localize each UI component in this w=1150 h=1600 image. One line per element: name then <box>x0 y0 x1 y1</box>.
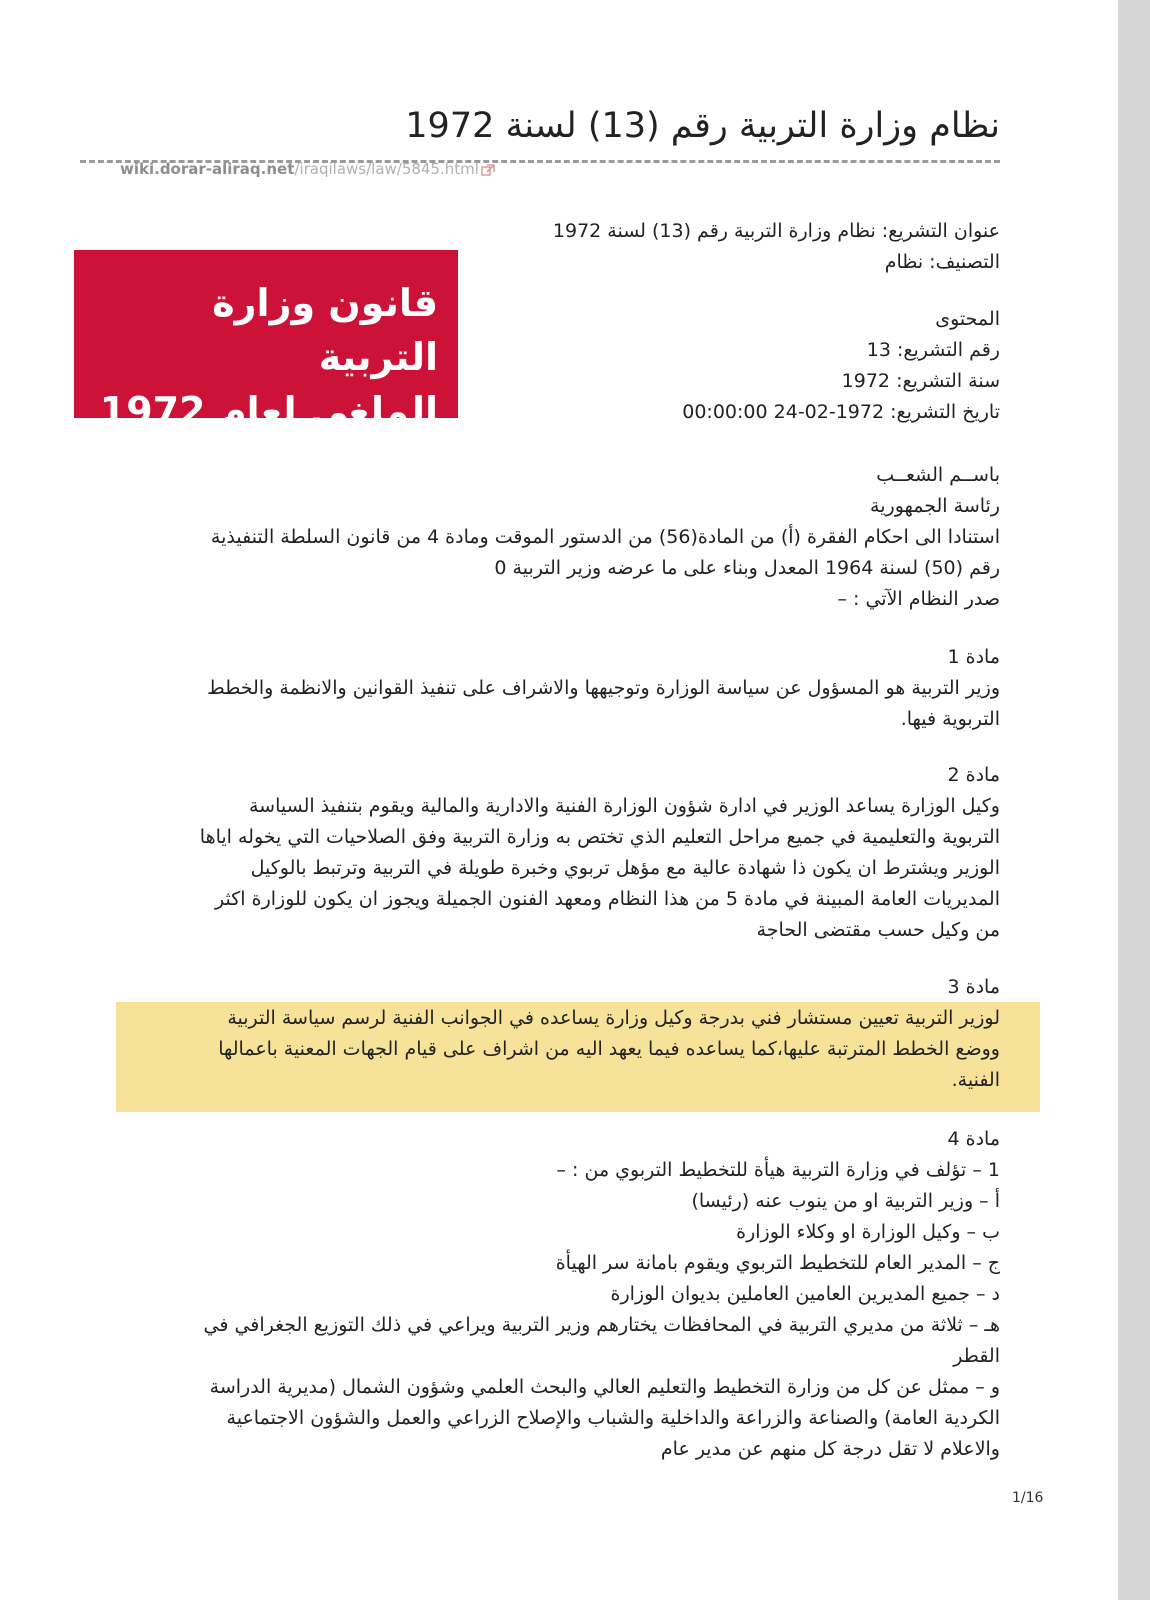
classification-field: التصنيف: نظام <box>884 251 1000 273</box>
preamble-people: باســم الشعــب <box>876 464 1000 486</box>
article-line: 1 – تؤلف في وزارة التربية هيأة للتخطيط التربوي من : – <box>556 1159 1000 1181</box>
preamble-line: رقم (50) لسنة 1964 المعدل وبناء على ما عرضه وزير التربية 0 <box>494 557 1000 579</box>
law-year-field: سنة التشريع: 1972 <box>841 370 1000 392</box>
page-number: 1/16 <box>1012 1490 1044 1506</box>
law-number-field: رقم التشريع: 13 <box>866 339 1000 361</box>
article-line: والاعلام لا تقل درجة كل منهم عن مدير عام <box>660 1438 1000 1460</box>
source-link-host[interactable]: wiki.dorar-aliraq.net <box>120 160 295 178</box>
article-heading: مادة 2 <box>947 764 1000 786</box>
article-heading: مادة 4 <box>947 1128 1000 1150</box>
law-title-field: عنوان التشريع: نظام وزارة التربية رقم (13) لسنة 1972 <box>552 220 1000 242</box>
article-line: و – ممثل عن كل من وزارة التخطيط والتعليم العالي والبحث العلمي وشؤون الشمال (مديرية الدراسة <box>209 1376 1000 1398</box>
article-line: ووضع الخطط المترتبة عليها،كما يساعده فيما يعهد اليه من اشراف على قيام الجهات المعنية باعمالها <box>218 1038 1000 1060</box>
article-line: وكيل الوزارة يساعد الوزير في ادارة شؤون الوزارة الفنية والادارية والمالية ويقوم بتنفيذ السياسة <box>248 795 1000 817</box>
article-line: التربوية والتعليمية في جميع مراحل التعليم الذي تختص به وزارة التربية وفق الصلاحيات التي يخوله اياها <box>199 826 1000 848</box>
article-line: القطر <box>953 1345 1000 1367</box>
page-title: نظام وزارة التربية رقم (13) لسنة 1972 <box>80 96 1000 163</box>
law-metadata <box>130 216 1000 278</box>
article-line: الكردية العامة) والصناعة والزراعة والداخلية والشباب والإصلاح الزراعي والعمل والشؤون الاجتماعية <box>226 1407 1000 1429</box>
preamble-line: استنادا الى احكام الفقرة (أ) من المادة(56) من الدستور الموقت ومادة 4 من قانون السلطة التنفيذية <box>210 526 1000 548</box>
banner-line-1: قانون وزارة التربية <box>212 281 438 379</box>
viewer-scroll-area[interactable] <box>1118 0 1150 1600</box>
preamble <box>130 460 1000 615</box>
preamble-line: صدر النظام الآتي : – <box>837 588 1000 610</box>
article-line: من وكيل حسب مقتضى الحاجة <box>756 919 1000 941</box>
article-line: التربوية فيها. <box>900 708 1000 730</box>
content-heading: المحتوى <box>935 308 1000 330</box>
article-line: هـ – ثلاثة من مديري التربية في المحافظات يختارهم وزير التربية ويراعي في ذلك التوزيع الجغرافي في <box>203 1314 1000 1336</box>
source-link-path[interactable]: /iraqilaws/law/5845.html <box>294 160 479 178</box>
article-3 <box>130 972 1000 1096</box>
article-line: الوزير ويشترط ان يكون ذا شهادة عالية مع مؤهل تربوي وخبرة طويلة في التربية وترتبط بالوكيل <box>250 857 1000 879</box>
preamble-presidency: رئاسة الجمهورية <box>870 495 1000 517</box>
article-line: لوزير التربية تعيين مستشار فني بدرجة وكيل وزارة يساعده في الجوانب الفنية لرسم سياسة التربية <box>227 1007 1000 1029</box>
article-line: أ – وزير التربية او من ينوب عنه (رئيسا) <box>691 1190 1000 1212</box>
article-heading: مادة 3 <box>947 976 1000 998</box>
article-2 <box>130 760 1000 946</box>
article-4 <box>130 1124 1000 1465</box>
article-line: المديريات العامة المبينة في مادة 5 من هذا النظام ومعهد الفنون الجميلة ويجوز ان يكون للوزارة اكثر <box>215 888 1000 910</box>
article-line: ب – وكيل الوزارة او وكلاء الوزارة <box>736 1221 1000 1243</box>
article-1 <box>130 642 1000 735</box>
article-line: الفنية. <box>951 1069 1000 1091</box>
banner-line-2: الملغى لعام 1972 <box>99 389 438 433</box>
law-date-field: تاريخ التشريع: 1972-02-24 00:00:00 <box>682 401 1000 423</box>
article-heading: مادة 1 <box>947 646 1000 668</box>
external-link-icon <box>481 164 495 176</box>
source-link[interactable] <box>120 160 495 178</box>
article-line: د – جميع المديرين العامين العاملين بديوان الوزارة <box>610 1283 1000 1305</box>
article-line: وزير التربية هو المسؤول عن سياسة الوزارة وتوجيهها والاشراف على تنفيذ القوانين والانظمة والخطط <box>207 677 1000 699</box>
law-content-meta <box>130 304 1000 428</box>
article-line: ج – المدير العام للتخطيط التربوي ويقوم بامانة سر الهيأة <box>555 1252 1000 1274</box>
